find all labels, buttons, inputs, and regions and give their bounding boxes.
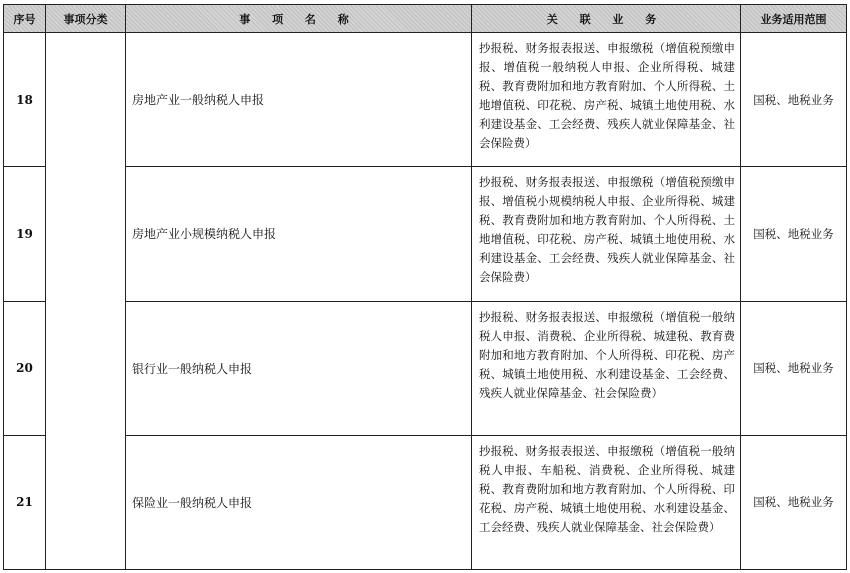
row-scope: 国税、地税业务 <box>741 167 847 301</box>
row-name: 房地产业一般纳税人申报 <box>126 33 472 167</box>
header-category: 事项分类 <box>46 5 126 33</box>
row-scope: 国税、地税业务 <box>741 301 847 435</box>
header-scope: 业务适用范围 <box>741 5 847 33</box>
header-name: 事 项 名 称 <box>126 5 472 33</box>
row-name: 保险业一般纳税人申报 <box>126 435 472 569</box>
row-related: 抄报税、财务报表报送、申报缴税（增值税预缴申报、增值税小规模纳税人申报、企业所得税、城建税、教育费附加和地方教育附加、个人所得税、土地增值税、印花税、房产税、城镇土地使用税、水利建设基金、工会经费、残疾人就业保障基金、社会保险费） <box>472 167 741 301</box>
table-row <box>4 167 847 301</box>
header-related: 关 联 业 务 <box>472 5 741 33</box>
row-related: 抄报税、财务报表报送、申报缴税（增值税预缴申报、增值税一般纳税人申报、企业所得税、城建税、教育费附加和地方教育附加、个人所得税、土地增值税、印花税、房产税、城镇土地使用税、水利建设基金、工会经费、残疾人就业保障基金、社会保险费） <box>472 33 741 167</box>
row-seq: 20 <box>4 301 46 435</box>
category-cell <box>46 33 126 570</box>
header-row <box>4 5 847 33</box>
row-scope: 国税、地税业务 <box>741 33 847 167</box>
row-seq: 18 <box>4 33 46 167</box>
row-name: 房地产业小规模纳税人申报 <box>126 167 472 301</box>
row-seq: 21 <box>4 435 46 569</box>
header-seq: 序号 <box>4 5 46 33</box>
row-scope: 国税、地税业务 <box>741 435 847 569</box>
row-related: 抄报税、财务报表报送、申报缴税（增值税一般纳税人申报、车船税、消费税、企业所得税、城建税、教育费附加和地方教育附加、个人所得税、印花税、房产税、城镇土地使用税、水利建设基金、工会经费、残疾人就业保障基金、社会保险费） <box>472 435 741 569</box>
table-row <box>4 301 847 435</box>
table-row <box>4 435 847 569</box>
table-row <box>4 33 847 167</box>
row-name: 银行业一般纳税人申报 <box>126 301 472 435</box>
row-seq: 19 <box>4 167 46 301</box>
tax-items-table <box>3 4 847 570</box>
row-related: 抄报税、财务报表报送、申报缴税（增值税一般纳税人申报、消费税、企业所得税、城建税、教育费附加和地方教育附加、个人所得税、印花税、房产税、城镇土地使用税、水利建设基金、工会经费、残疾人就业保障基金、社会保险费） <box>472 301 741 435</box>
